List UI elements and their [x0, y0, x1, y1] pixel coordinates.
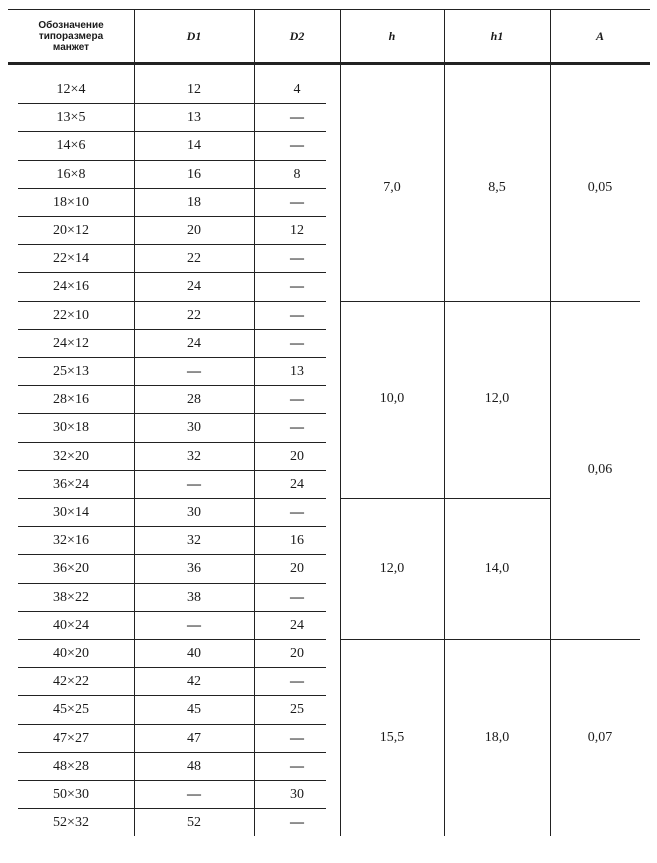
- d1-cell: 48: [187, 758, 201, 774]
- d1-cell: 52: [187, 815, 201, 831]
- group-rule: [550, 301, 640, 302]
- d2-cell: 13: [290, 364, 304, 379]
- row-rule: [18, 216, 326, 217]
- row-rule: [18, 611, 326, 612]
- designation-cell: 45×25: [53, 702, 89, 718]
- d1-cell: 12: [187, 82, 201, 97]
- header-a: A: [595, 28, 604, 43]
- d2-cell: —: [290, 815, 304, 831]
- h-cell: 15,5: [379, 729, 405, 745]
- designation-cell: 30×18: [53, 420, 89, 436]
- designation-cell: 28×16: [53, 392, 89, 408]
- d1-cell: 22: [187, 307, 201, 323]
- column-rule: [254, 9, 255, 836]
- designation-cell: 32×20: [53, 448, 89, 464]
- designation-cell: 24×12: [53, 335, 89, 351]
- d2-cell: 20: [290, 646, 304, 661]
- d1-cell: 47: [187, 730, 201, 746]
- d1-cell: 32: [187, 533, 201, 549]
- d1-cell: 28: [187, 392, 201, 408]
- column-rule: [134, 9, 135, 836]
- designation-cell: 50×30: [53, 787, 89, 802]
- designation-cell: 12×4: [56, 82, 86, 97]
- d1-cell: 24: [187, 335, 201, 351]
- designation-cell: 20×12: [53, 223, 89, 238]
- row-rule: [18, 470, 326, 471]
- d2-cell: —: [290, 392, 304, 408]
- h1-cell: 12,0: [484, 391, 510, 407]
- row-rule: [18, 498, 326, 499]
- d1-cell: 42: [187, 674, 201, 690]
- d1-cell: 20: [187, 223, 201, 238]
- row-rule: [18, 667, 326, 668]
- a-cell: 0,05: [587, 179, 613, 195]
- row-rule: [18, 160, 326, 161]
- header-d2: D2: [289, 28, 305, 43]
- row-rule: [18, 357, 326, 358]
- designation-cell: 13×5: [56, 110, 86, 126]
- header-h: h: [388, 28, 396, 43]
- d2-cell: —: [290, 194, 304, 210]
- d2-cell: 20: [290, 561, 304, 577]
- row-rule: [18, 780, 326, 781]
- d1-cell: 45: [187, 702, 201, 718]
- d2-cell: —: [290, 730, 304, 746]
- row-rule: [18, 583, 326, 584]
- header-designation: Обозначение типоразмера манжет: [38, 19, 104, 53]
- d2-cell: —: [290, 589, 304, 605]
- header-top-rule: [8, 9, 650, 10]
- designation-cell: 40×20: [53, 646, 89, 661]
- d1-cell: 22: [187, 251, 201, 267]
- row-rule: [18, 301, 326, 302]
- d2-cell: 8: [293, 166, 301, 182]
- d2-cell: 16: [290, 533, 304, 549]
- designation-cell: 38×22: [53, 589, 89, 605]
- group-rule: [550, 639, 640, 640]
- row-rule: [18, 724, 326, 725]
- d1-cell: 24: [187, 279, 201, 295]
- header-bottom-rule: [8, 62, 650, 65]
- d2-cell: 24: [290, 476, 304, 492]
- d1-cell: 40: [187, 646, 201, 661]
- d2-cell: —: [290, 674, 304, 690]
- row-rule: [18, 329, 326, 330]
- designation-cell: 48×28: [53, 758, 89, 774]
- designation-cell: 22×14: [53, 251, 89, 267]
- h-cell: 10,0: [379, 391, 405, 407]
- h1-cell: 14,0: [484, 560, 510, 576]
- h1-cell: 18,0: [484, 729, 510, 745]
- h-cell: 7,0: [383, 179, 401, 195]
- designation-cell: 16×8: [56, 166, 86, 182]
- d1-cell: 30: [187, 505, 201, 520]
- group-rule: [340, 639, 550, 640]
- a-cell: 0,07: [587, 729, 613, 745]
- row-rule: [18, 526, 326, 527]
- designation-cell: 25×13: [53, 364, 89, 379]
- row-rule: [18, 131, 326, 132]
- h-cell: 12,0: [379, 560, 405, 576]
- designation-cell: 14×6: [56, 138, 86, 154]
- row-rule: [18, 385, 326, 386]
- designation-cell: 52×32: [53, 815, 89, 831]
- d1-cell: —: [187, 617, 201, 633]
- designation-cell: 36×20: [53, 561, 89, 577]
- a-cell: 0,06: [587, 461, 613, 477]
- designation-cell: 40×24: [53, 617, 89, 633]
- d1-cell: 32: [187, 448, 201, 464]
- row-rule: [18, 639, 326, 640]
- designation-cell: 47×27: [53, 730, 89, 746]
- row-rule: [18, 244, 326, 245]
- d2-cell: —: [290, 110, 304, 126]
- designation-cell: 36×24: [53, 476, 89, 492]
- d2-cell: —: [290, 420, 304, 436]
- d2-cell: —: [290, 138, 304, 154]
- row-rule: [18, 695, 326, 696]
- d2-cell: —: [290, 335, 304, 351]
- d2-cell: 20: [290, 448, 304, 464]
- row-rule: [18, 554, 326, 555]
- row-rule: [18, 103, 326, 104]
- d1-cell: 13: [187, 110, 201, 126]
- d2-cell: —: [290, 307, 304, 323]
- designation-cell: 30×14: [53, 505, 89, 520]
- designation-cell: 22×10: [53, 307, 89, 323]
- d2-cell: 24: [290, 617, 304, 633]
- row-rule: [18, 413, 326, 414]
- designation-cell: 24×16: [53, 279, 89, 295]
- h1-cell: 8,5: [488, 179, 506, 195]
- d2-cell: 30: [290, 787, 304, 802]
- d1-cell: 14: [187, 138, 201, 154]
- d1-cell: —: [187, 476, 201, 492]
- d1-cell: 18: [187, 194, 201, 210]
- d2-cell: 25: [290, 702, 304, 718]
- d2-cell: —: [290, 251, 304, 267]
- designation-cell: 42×22: [53, 674, 89, 690]
- row-rule: [18, 752, 326, 753]
- d2-cell: 4: [293, 82, 301, 97]
- d2-cell: 12: [290, 223, 304, 238]
- group-rule: [340, 498, 550, 499]
- d2-cell: —: [290, 758, 304, 774]
- designation-cell: 32×16: [53, 533, 89, 549]
- row-rule: [18, 272, 326, 273]
- d1-cell: 38: [187, 589, 201, 605]
- row-rule: [18, 188, 326, 189]
- designation-cell: 18×10: [53, 194, 89, 210]
- d1-cell: 30: [187, 420, 201, 436]
- d1-cell: 16: [187, 166, 201, 182]
- d1-cell: 36: [187, 561, 201, 577]
- d1-cell: —: [187, 364, 201, 379]
- group-rule: [340, 301, 550, 302]
- d2-cell: —: [290, 505, 304, 520]
- d2-cell: —: [290, 279, 304, 295]
- header-d1: D1: [186, 28, 202, 43]
- row-rule: [18, 808, 326, 809]
- header-h1: h1: [490, 28, 504, 43]
- row-rule: [18, 442, 326, 443]
- d1-cell: —: [187, 787, 201, 802]
